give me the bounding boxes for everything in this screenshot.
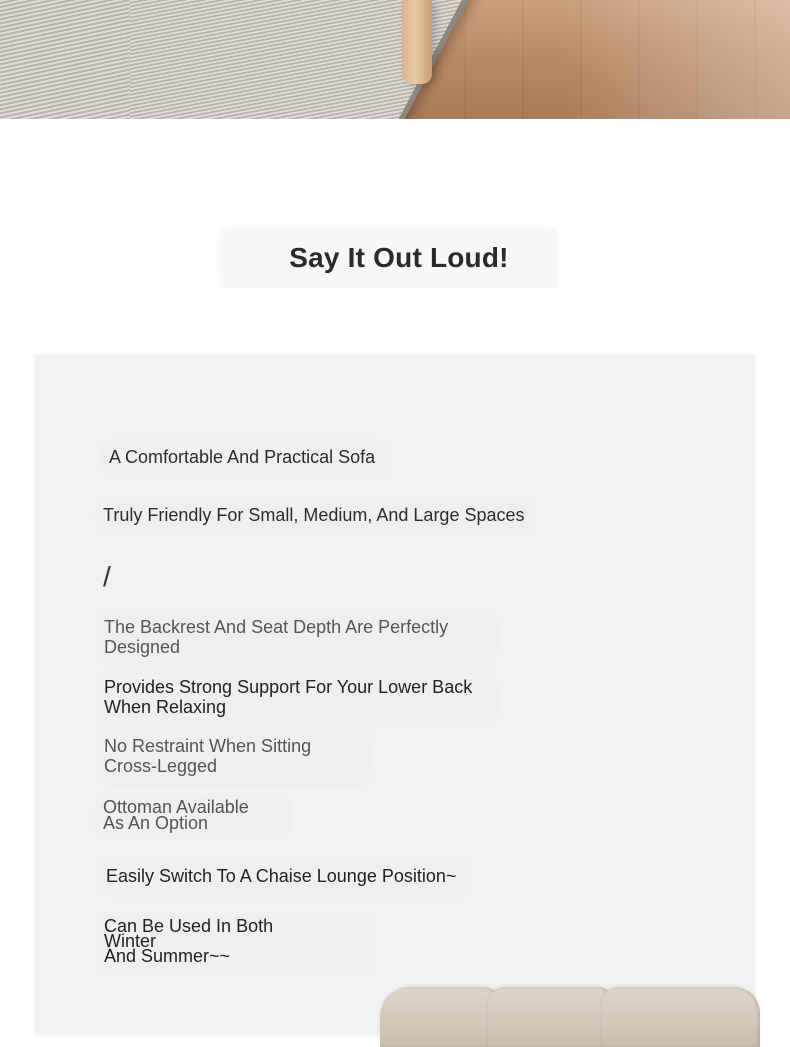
rug-texture-edge [0,0,130,119]
sofa-preview-image [380,987,760,1047]
divider-slash: / [103,561,111,592]
feature-line-backrest-1: The Backrest And Seat Depth Are Perfectly [104,617,449,637]
feature-line-ottoman-2: As An Option [103,813,209,833]
sofa-cushion [488,987,614,1047]
feature-line-cross-legged [100,734,369,782]
feature-line-cross-legged-2: Cross-Legged [104,756,218,776]
feature-line-comfortable: A Comfortable And Practical Sofa [105,443,387,473]
feature-line-seasons-1: Can Be Used In Both Winter [104,916,274,951]
feature-line-backrest-2: Designed [104,637,181,657]
feature-line-support [100,675,494,721]
feature-panel [35,355,755,1035]
page-headline: Say It Out Loud! [289,242,509,273]
feature-line-spaces: Truly Friendly For Small, Medium, And Large Spaces [99,501,531,531]
feature-line-ottoman [99,799,287,835]
feature-line-cross-legged-1: No Restraint When Sitting [104,736,312,756]
feature-line-ottoman-1: Ottoman Available [103,797,249,817]
feature-line-seasons [100,916,370,972]
sofa-cushion [380,987,500,1047]
feature-line-seasons-2: And Summer~~ [104,946,231,966]
photo-light-gradient [560,0,790,119]
feature-line-support-2: When Relaxing [104,697,227,717]
headline-banner [221,229,557,287]
wooden-sofa-leg [402,0,432,84]
feature-line-backrest [100,615,494,661]
hero-photo [0,0,790,119]
sofa-cushion [602,987,760,1047]
feature-line-chaise: Easily Switch To A Chaise Lounge Position~ [102,862,468,893]
feature-line-support-1: Provides Strong Support For Your Lower Back [104,677,473,697]
